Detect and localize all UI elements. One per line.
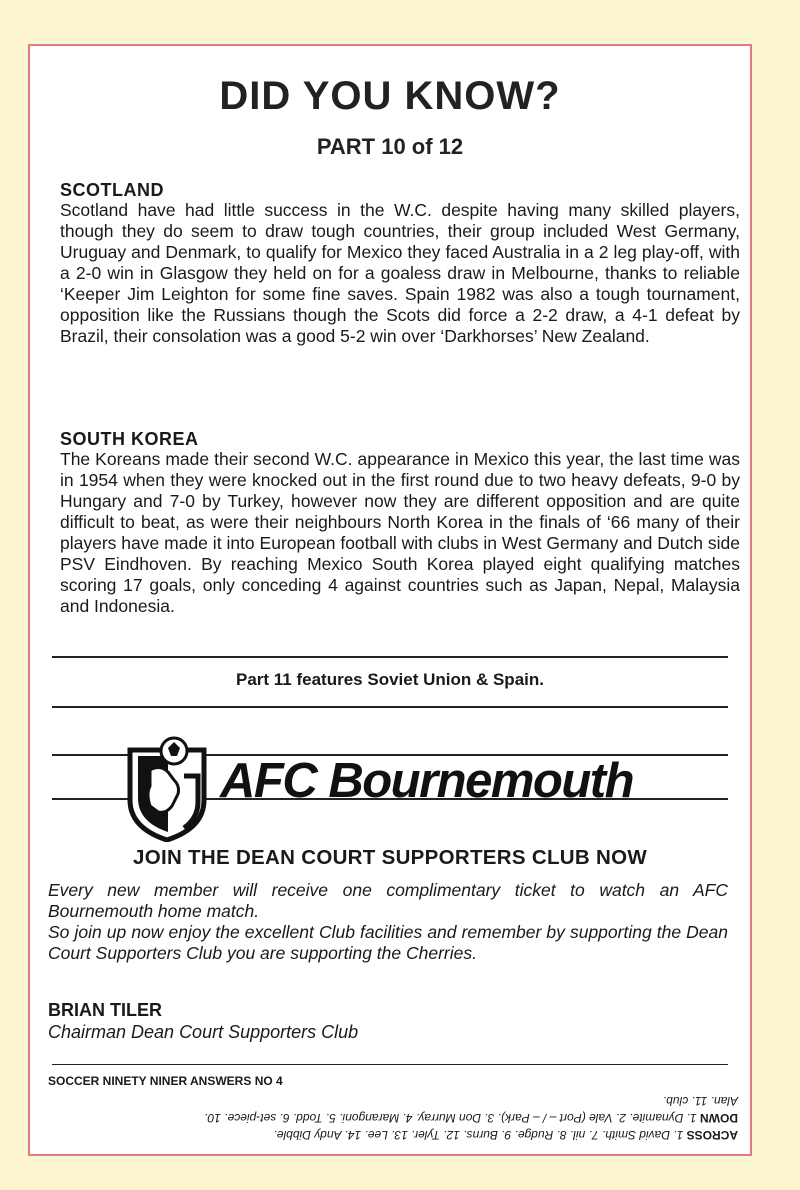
section-south-korea [60,429,740,617]
page-title: DID YOU KNOW? [219,74,561,118]
divider [52,656,728,658]
club-crest-icon [124,736,210,842]
down-text: 1. Dynamite. 2. Vale (Port – / – Park). 3. Don Murray. 4. Marangoni. 5. Todd. 6. set-piece. 10. [204,1111,697,1125]
answers-across [48,1126,738,1143]
down-label: DOWN [700,1111,738,1125]
signer-name: BRIAN TILER [48,1000,162,1020]
next-part-notice: Part 11 features Soviet Union & Spain. [236,670,544,689]
promo-paragraph: So join up now enjoy the excellent Club facilities and remember by supporting the Dean Court Supporters Club you are supporting the Cherries. [48,922,728,963]
answers-down-continued: Alan. 11. club. [662,1094,738,1108]
across-text: 1. David Smith. 7. nil. 8. Rudge. 9. Burns. 12. Tyler. 13. Lee. 14. Andy Dibble. [273,1128,684,1142]
section-scotland [60,180,740,347]
promo-text [48,880,728,964]
join-heading: JOIN THE DEAN COURT SUPPORTERS CLUB NOW [133,846,647,869]
answers-down [48,1109,738,1126]
across-label: ACROSS [686,1128,738,1142]
page-subtitle: PART 10 of 12 [316,134,464,159]
answers-title: SOCCER NINETY NINER ANSWERS NO 4 [48,1074,283,1088]
club-name: AFC Bournemouth [220,754,633,808]
divider [52,706,728,708]
page-frame [28,44,752,1156]
section-heading: SCOTLAND [60,180,164,200]
signer-role: Chairman Dean Court Supporters Club [48,1022,359,1042]
promo-paragraph: Every new member will receive one complimentary ticket to watch an AFC Bournemouth home match. [48,880,728,921]
divider [52,1064,728,1065]
answers-upside-down [48,1092,738,1143]
section-heading: SOUTH KOREA [60,429,199,449]
section-body: The Koreans made their second W.C. appearance in Mexico this year, the last time was in 1954 when they were knocked out in the first round due to two heavy defeats, 9-0 by Hungary and 7-0 by Turkey, however now they are different opposition and are quite difficult to beat, as were their neighbours North Korea in the finals of ‘66 many of their players have made it into European football with clubs in West Germany and Dutch side PSV Eindhoven. By reaching Mexico South Korea played eight qualifying matches scoring 17 goals, only conceding 4 against countries such as Japan, Nepal, Malaysia and Indonesia. [60,449,740,616]
section-body: Scotland have had little success in the W.C. despite having many skilled players, though they do seem to draw tough countries, their group included West Germany, Uruguay and Denmark, to qualify for Mexico they faced Australia in a 2 leg play-off, with a 2-0 win in Glasgow they held on for a goaless draw in Melbourne, thanks to reliable ‘Keeper Jim Leighton for some fine saves. Spain 1982 was also a tough tournament, opposition like the Russians though the Scots did force a 2-2 draw, a 4-1 defeat by Brazil, their consolation was a good 5-2 win over ‘Darkhorses’ New Zealand. [60,200,740,346]
